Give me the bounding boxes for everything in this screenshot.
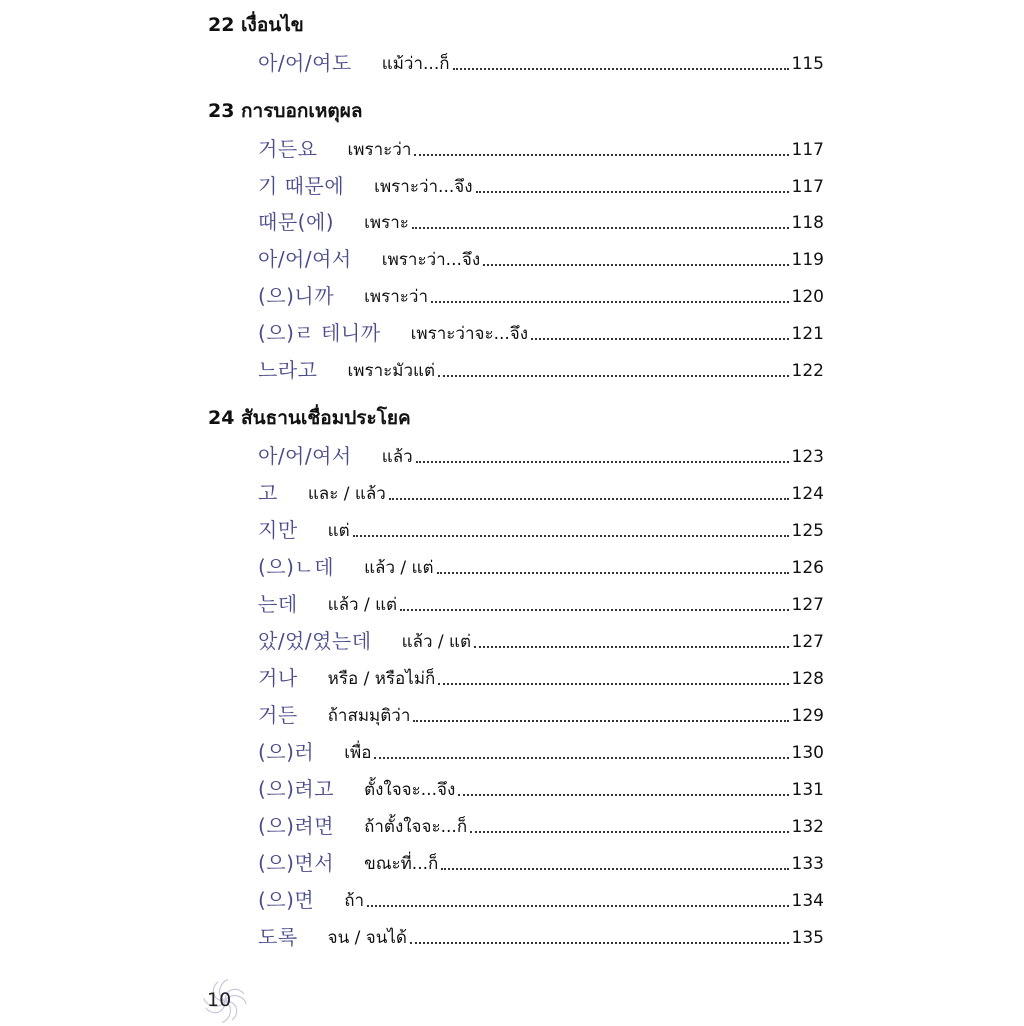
dot-leader: [413, 720, 788, 722]
page-ref: 132: [791, 817, 824, 837]
page-ref: 130: [791, 743, 824, 763]
toc-entry: [258, 316, 824, 346]
korean-grammar: 았/었/였는데: [258, 629, 372, 653]
page-ref: 121: [791, 324, 824, 344]
thai-meaning: ตั้งใจจะ...จึง: [364, 780, 456, 800]
page-ref: 126: [791, 558, 824, 578]
page-ref: 129: [791, 706, 824, 726]
toc-entry: [258, 920, 824, 950]
korean-grammar: 거든요: [258, 137, 318, 161]
thai-meaning: เพราะว่าจะ...จึง: [410, 324, 529, 344]
korean-grammar: 아/어/여서: [258, 444, 352, 468]
thai-meaning: หรือ / หรือไม่ก็: [327, 669, 436, 689]
thai-meaning: แต่: [327, 521, 350, 541]
dot-leader: [410, 942, 789, 944]
korean-grammar: 느라고: [258, 358, 318, 382]
thai-meaning: เพราะว่า: [347, 140, 412, 160]
korean-grammar: 지만: [258, 518, 298, 542]
korean-grammar: 때문(에): [258, 210, 335, 234]
korean-grammar: (으)러: [258, 740, 315, 764]
dot-leader: [474, 646, 789, 648]
dot-leader: [412, 227, 789, 229]
dot-leader: [453, 68, 789, 70]
section-title-24: 24 สันธานเชื่อมประโยค: [208, 407, 411, 429]
thai-meaning: เพราะ: [364, 213, 409, 233]
korean-grammar: (으)려고: [258, 777, 335, 801]
korean-grammar: (으)면: [258, 888, 315, 912]
toc-entry: [258, 476, 824, 506]
dot-leader: [374, 757, 788, 759]
page-ref: 115: [791, 54, 824, 74]
thai-meaning: จน / จนได้: [327, 928, 407, 948]
page-ref: 117: [791, 140, 824, 160]
thai-meaning: แล้ว / แต่: [327, 595, 398, 615]
dot-leader: [416, 461, 789, 463]
toc-entry: [258, 132, 824, 162]
toc-entry: [258, 353, 824, 383]
korean-grammar: (으)면서: [258, 851, 335, 875]
toc-entry: [258, 624, 824, 654]
thai-meaning: ขณะที่...ก็: [364, 854, 439, 874]
page-ref: 131: [791, 780, 824, 800]
korean-grammar: 고: [258, 481, 278, 505]
thai-meaning: แล้ว / แต่: [364, 558, 434, 578]
dot-leader: [470, 831, 788, 833]
toc-entry: [258, 513, 824, 543]
korean-grammar: (으)ㄹ 테니까: [258, 321, 381, 345]
page-ref: 133: [791, 854, 824, 874]
page-ref: 117: [791, 177, 824, 197]
dot-leader: [431, 301, 789, 303]
dot-leader: [458, 794, 788, 796]
dot-leader: [414, 154, 788, 156]
toc-entry: [258, 735, 824, 765]
toc-entry: [258, 550, 824, 580]
thai-meaning: ถ้าสมมุติว่า: [327, 706, 411, 726]
page-ref: 123: [791, 447, 824, 467]
section-title-22: 22 เงื่อนไข: [208, 14, 304, 36]
dot-leader: [367, 905, 788, 907]
korean-grammar: (으)니까: [258, 284, 335, 308]
korean-grammar: 거나: [258, 666, 298, 690]
dot-leader: [389, 498, 789, 500]
toc-entry: [258, 439, 824, 469]
thai-meaning: เพื่อ: [344, 743, 372, 763]
toc-entry: [258, 698, 824, 728]
korean-grammar: (으)ㄴ데: [258, 555, 335, 579]
dot-leader: [438, 375, 789, 377]
thai-meaning: เพราะว่า...จึง: [381, 250, 481, 270]
page-ref: 118: [791, 213, 824, 233]
section-title-23: 23 การบอกเหตุผล: [208, 100, 363, 122]
korean-grammar: 거든: [258, 703, 298, 727]
page-ref: 119: [791, 250, 824, 270]
thai-meaning: ถ้า: [344, 891, 365, 911]
page-ref: 127: [791, 595, 824, 615]
korean-grammar: (으)려면: [258, 814, 335, 838]
korean-grammar: 아/어/여도: [258, 51, 352, 75]
toc-entry: [258, 169, 824, 199]
dot-leader: [483, 264, 788, 266]
page-ref: 128: [791, 669, 824, 689]
page-ref: 134: [791, 891, 824, 911]
korean-grammar: 도록: [258, 925, 298, 949]
page-ref: 122: [791, 361, 824, 381]
toc-entry: [258, 809, 824, 839]
page-ref: 124: [791, 484, 824, 504]
dot-leader: [441, 868, 788, 870]
thai-meaning: เพราะมัวแต่: [347, 361, 436, 381]
thai-meaning: แม้ว่า...ก็: [381, 54, 450, 74]
toc-entry: [258, 883, 824, 913]
toc-entry: [258, 772, 824, 802]
dot-leader: [437, 572, 789, 574]
page-number: 10: [207, 989, 232, 1011]
page-ref: 125: [791, 521, 824, 541]
page-ref: 120: [791, 287, 824, 307]
dot-leader: [531, 338, 788, 340]
toc-entry: [258, 205, 824, 235]
thai-meaning: เพราะว่า...จึง: [374, 177, 473, 197]
toc-entry: [258, 846, 824, 876]
toc-entry: [258, 661, 824, 691]
thai-meaning: แล้ว: [381, 447, 413, 467]
dot-leader: [353, 535, 789, 537]
toc-entry: [258, 587, 824, 617]
korean-grammar: 는데: [258, 592, 298, 616]
page-ref: 127: [791, 632, 824, 652]
dot-leader: [438, 683, 788, 685]
page-ref: 135: [791, 928, 824, 948]
dot-leader: [400, 609, 788, 611]
thai-meaning: แล้ว / แต่: [401, 632, 472, 652]
toc-entry: [258, 242, 824, 272]
korean-grammar: 기 때문에: [258, 174, 345, 198]
korean-grammar: 아/어/여서: [258, 247, 352, 271]
dot-leader: [476, 191, 789, 193]
thai-meaning: ถ้าตั้งใจจะ...ก็: [364, 817, 468, 837]
toc-entry: [258, 279, 824, 309]
thai-meaning: และ / แล้ว: [307, 484, 386, 504]
toc-entry: [258, 46, 824, 76]
thai-meaning: เพราะว่า: [364, 287, 428, 307]
